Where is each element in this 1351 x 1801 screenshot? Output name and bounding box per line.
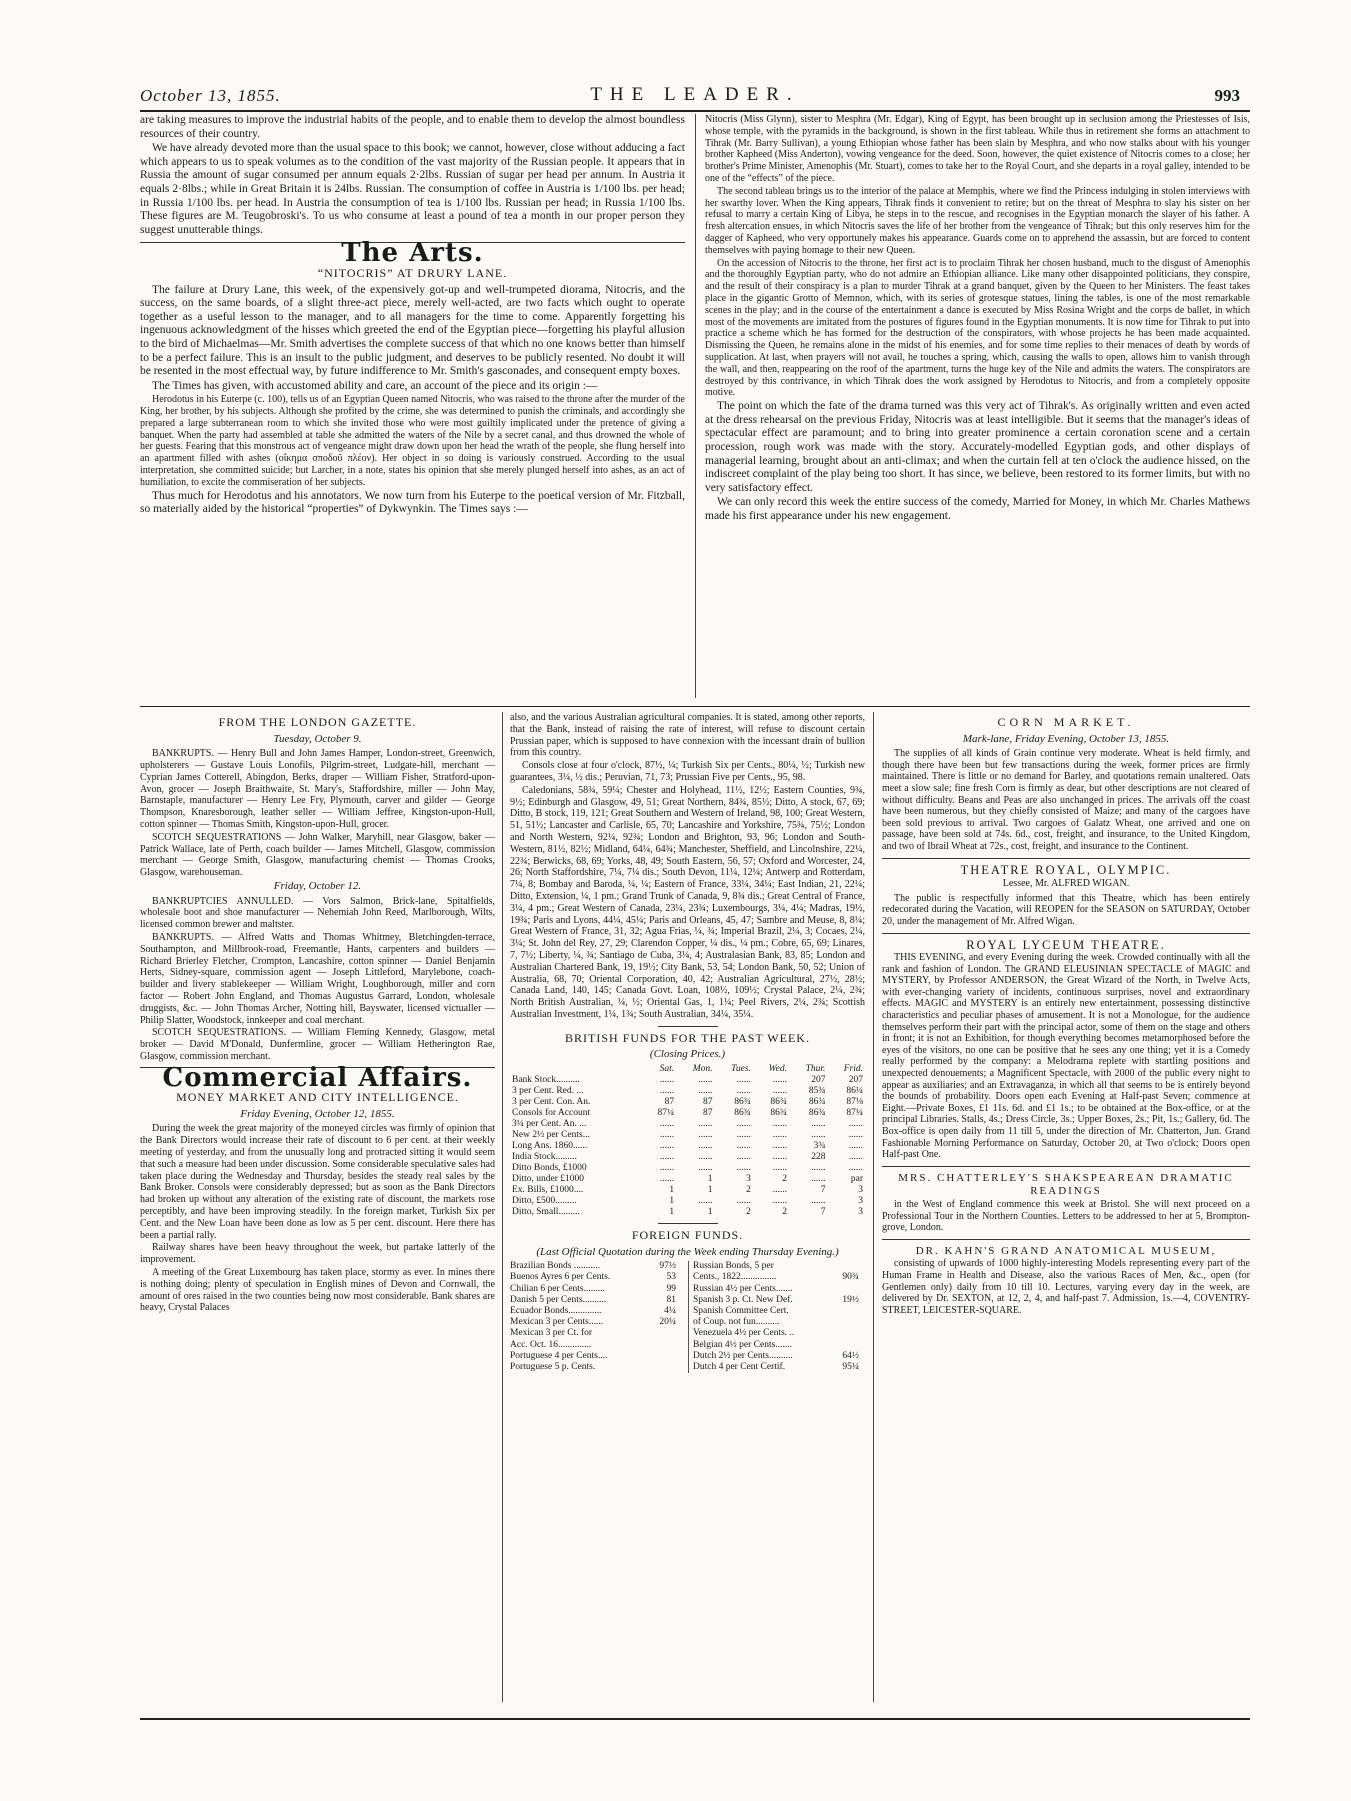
fund-name: Acc. Oct. 16.............. [510,1339,592,1350]
fund-price: ...... [698,1129,713,1140]
table-row [510,1130,865,1141]
fund-name: Belgian 4½ per Cents....... [693,1339,792,1350]
gazette-date: Friday, October 12. [273,879,362,892]
fund-price: 87 [664,1096,675,1107]
fund-price [831,1328,865,1339]
money-market-heading: MONEY MARKET AND CITY INTELLIGENCE. [176,1090,459,1105]
fund-price: ...... [736,1151,751,1162]
corn-market-heading: CORN MARKET. [997,715,1135,729]
paragraph: Consols close at four o'clock, 87½, ¼; Turkish Six per Cents., 80¼, ½; Turkish new guarantees, 3¼, ½ dis.; Peruvian, 71, 73; Prussian Five per Cents., 95, 98. [510,760,865,783]
fund-price: ...... [772,1162,788,1173]
fund-price [831,1306,865,1317]
divider [882,933,1250,934]
list-item [693,1306,865,1317]
fund-price: ...... [698,1162,713,1173]
list-item [693,1351,865,1362]
list-item [510,1295,682,1306]
lyceum-notice: THIS EVENING, and every Evening during the week. Crowded continually with all the rank and fashion of London. The GRAND ELEUSINIAN SPECTACLE of MAGIC and MYSTERY, by Professor ANDERSON, the Great Wizard of the North, in Twelve Acts, with ever-changing variety of incidents, continuous surprises, novel and extraordinary effects. MAGIC and MYSTERY is an entirely new entertainment, possessing distinctive characteristics and peculiar phases of amusement. It is not a Monologue, for the audience themselves perform their part with the principal actor, some of them on the stage and others in front; it is not an Exhibition, for though everything becomes metamorphosed before the eyes of the visitors, no one can be positive that he sees any one thing; yet it is a Comedy really performed by the company: a Melodrama replete with startling positions and unexpected denouements; a Magnificent Spectacle, with 2000 of the public every night to appear as auxiliaries; and an Extravaganza, in which all that seems to be is entirely beyond the bounds of probability. Doors open each Evening at Half-past Seven; commence at Eight.—Private Boxes, £1 11s. 6d. and £1 1s.; to be obtained at the Box-office, or at the principal Libraries. Stalls, 4s.; Dress Circle, 3s.; Upper Boxes, 2s.; Pit, 1s.; Gallery, 6d. The Box-office is open daily from 11 till 5, under the direction of Mr. Chatterton, Jun. Grand Fashionable Morning Performance on Saturday, October 20, at Two o'clock; Doors open Half-past One. [882,952,1250,1161]
foreign-funds-left [510,1261,682,1373]
fund-name: India Stock......... [512,1151,577,1162]
kahn-notice: consisting of upwards of 1000 highly-interesting Models representing every part of the Human Frame in Health and Disease, also the various Races of Men, &c., open (for Gentlemen only) daily from 10 till 10. Lectures, varying every day in the week, are delivered by Dr. SEXTON, at 12, 2, 4, and half-past 7. Admission, 1s.—4, COVENTRY-STREET, LEICESTER-SQUARE. [882,1258,1250,1316]
divider [882,858,1250,859]
list-item [693,1317,865,1328]
fund-price: 1 [669,1184,675,1195]
paragraph: SCOTCH SEQUESTRATIONS — John Walker, Maryhill, near Glasgow, baker — Patrick Wallace, late of Perth, coach builder — James Mitchell, Glasgow, commission merchant — George Smith, Glasgow, manufacturing chemist — Thomas Crooks, Glasgow, warehouseman. [140,831,495,879]
page-number: 993 [1214,86,1240,105]
foreign-funds-sub: (Last Official Quotation during the Week ending Thursday Evening.) [536,1245,839,1258]
fund-price: ...... [736,1140,751,1151]
fund-name: 3 per Cent. Con. An. [512,1096,591,1107]
fund-price [648,1362,682,1373]
table-row [510,1086,865,1097]
fund-price: ...... [772,1118,788,1129]
list-item [693,1328,865,1339]
fund-name: Chilian 6 per Cents......... [510,1283,605,1294]
column-header: Tues. [731,1063,751,1074]
fund-price: ...... [736,1195,751,1206]
table-row [510,1185,865,1196]
fund-price: 2 [746,1206,751,1217]
fund-name: New 2½ per Cents... [512,1129,590,1140]
fund-price: ...... [772,1129,788,1140]
fund-price: 86¾ [770,1096,788,1107]
fund-price: 1 [669,1195,675,1206]
fund-price: 81 [666,1294,676,1305]
masthead-title: THE LEADER. [590,84,800,105]
foreign-funds-table [510,1261,865,1373]
fund-price: 85¾ [808,1085,826,1096]
paragraph: The Times has given, with accustomed ability and care, an account of the piece and its origin :— [152,379,598,392]
footer-rule [140,1718,1250,1720]
fund-name: Spanish 3 p. Ct. New Def. [693,1294,793,1305]
fund-price: 3 [746,1173,751,1184]
fund-name: Danish 5 per Cents.......... [510,1294,607,1305]
fund-price [831,1340,865,1351]
table-row [510,1141,865,1152]
fund-price: ...... [848,1151,863,1162]
fund-price: 95¼ [842,1361,859,1372]
fund-name: Consols for Account [512,1107,591,1118]
fund-name: Ditto, under £1000 [512,1173,585,1184]
paragraph: BANKRUPTCIES ANNULLED. — Vors Salmon, Brick-lane, Spitalfields, wholesale boot and shoe manufacturer — Nehemiah John Reed, Marlborough, Wilts, licensed common brewer and maltster. [140,895,495,931]
fund-price: ...... [698,1074,713,1085]
fund-price [831,1317,865,1328]
fund-name: Brazilian Bonds ........... [510,1261,600,1272]
paragraph: We have already devoted more than the usual space to this book; we cannot, however, close without adducing a fact which appears to us to speak volumes as to the condition of the vast majority of the Russian people. It appears that in Russia the amount of sugar consumed per annum equals 2·2lbs. Russian of sugar per head per annum. In Austria it equals 2·8lbs.; while in Great Britain it is 24lbs. Russian. The consumption of coffee in Austria is 1/100 lbs. per head; in Russia 1/100 lbs. per head. In Austria the consumption of tea is 1/100 lbs. Russian per head; in Russia 1/100 lbs. These figures are M. Teugobroski's. To us who consume at least a pound of tea a month in our proper person they suggest unutterable things. [140,142,685,236]
fund-price: 2 [782,1206,788,1217]
table-row [510,1196,865,1207]
chatterley-title: MRS. CHATTERLEY'S SHAKSPEAREAN DRAMATIC READINGS [898,1171,1234,1198]
fund-price: ...... [772,1085,788,1096]
list-item [510,1284,682,1295]
fund-price: 87 [703,1096,713,1107]
list-item [510,1306,682,1317]
list-item [510,1261,682,1272]
quoted-passage: On the accession of Nitocris to the throne, her first act is to proclaim Tihrak her chosen husband, much to the disgust of Amenophis and the thoroughly Egyptian party, who do not admire an Ethiopian alliance. Like many other disappointed politicians, they conspire, and the result of their conspiracy is a plan to murder Tihrak at a grand banquet, given by the Queen to her Ministers. The feast takes place in the gigantic Grotto of Memnon, which, with its series of grotesque statues, lining the tables, is one of the most remarkable scenes in the play; and in the course of the entertainment a dance is executed by Miss Rosina Wright and the corps de ballet, in which most of the movements are imitated from the postures of figures found in the Egyptian monuments. It is now time for Tihrak to put into practice a scheme which he has formed for the destruction of the conspirators, with whose projects he has been made acquainted. Dismissing the Queen, he remains alone in the midst of his enemies, and for some time replies to their menaces of death by words of supplication. At last, when prayers will not avail, he touches a spring, which, causing the walls to open, allows him to vanish through the wall, and then, reappearing on the roof of the apartment, turns the huge key of the Nile and admits the waters. The conspirators are destroyed by this contrivance, in which Tihrak does the work assigned by Herodotus to Nitocris, and from a completely opposite motive. [705,257,1250,399]
fund-price: ...... [772,1184,788,1195]
fund-name: Ex. Bills, £1000.... [512,1184,584,1195]
bottom-column-2 [510,712,865,1712]
fund-price: ...... [848,1118,863,1129]
fund-price: ...... [811,1129,826,1140]
fund-price: par [850,1173,863,1184]
foreign-funds-heading: FOREIGN FUNDS. [631,1227,744,1242]
fund-price: 97½ [659,1261,676,1272]
fund-price: ...... [811,1118,826,1129]
article-heading: “NITOCRIS” AT DRURY LANE. [317,265,508,280]
fund-name: Ditto, Small......... [512,1206,580,1217]
fund-price: 20¼ [659,1317,676,1328]
table-row [510,1207,865,1218]
fund-price: ...... [772,1140,788,1151]
fund-price: ...... [659,1173,675,1184]
money-market-date: Friday Evening, October 12, 1855. [240,1107,395,1120]
fund-price: 1 [707,1184,713,1195]
fund-price: ...... [848,1140,863,1151]
column-header: Mon. [692,1063,713,1074]
fund-price: 19½ [842,1294,859,1305]
fund-name: Portuguese 4 per Cents.... [510,1350,608,1361]
divider [658,1026,718,1027]
fund-name: Buenos Ayres 6 per Cents. [510,1272,611,1283]
fund-name: of Coup. not fun.......... [693,1317,780,1328]
list-item [510,1272,682,1283]
fund-price: 2 [782,1173,788,1184]
fund-price: ...... [848,1162,863,1173]
fund-price: ...... [698,1140,713,1151]
lyceum-title: ROYAL LYCEUM THEATRE. [966,937,1166,952]
fund-price: ...... [659,1118,675,1129]
olympic-title: THEATRE ROYAL, OLYMPIC. [960,862,1172,877]
fund-name: Cents., 1822............... [693,1272,777,1283]
fund-price [648,1340,682,1351]
table-row [510,1119,865,1130]
fund-price: 53 [666,1272,676,1283]
fund-price: 3 [858,1206,863,1217]
fund-price: 86¾ [734,1096,751,1107]
fund-price: ...... [659,1074,675,1085]
column-header: Sat. [659,1063,675,1074]
fund-name: Russian 4½ per Cents....... [693,1283,793,1294]
divider [658,1223,718,1224]
fund-price: ...... [698,1195,713,1206]
fund-price: 207 [811,1074,826,1085]
fund-name: 3¼ per Cent. An. ... [512,1118,587,1129]
page-header [140,80,1250,110]
bottom-column-3 [882,712,1250,1712]
header-rule [140,110,1250,112]
fund-name: Spanish Committee Cert. [693,1305,789,1316]
table-row [510,1075,865,1086]
paragraph: Railway shares have been heavy throughout the week, but partake latterly of the improvement. [140,1242,495,1266]
list-item [693,1340,865,1351]
fund-price: ...... [736,1118,751,1129]
fund-price: ...... [659,1140,675,1151]
fund-price: 3 [858,1195,863,1206]
column-header: Thur. [805,1063,826,1074]
olympic-notice: The public is respectfully informed that this Theatre, which has been entirely redecorated during the Vacation, will REOPEN for the SEASON on SATURDAY, October 20, under the management of Mr. Alfred Wigan. [882,892,1250,927]
kahn-title: DR. KAHN'S GRAND ANATOMICAL MUSEUM, [915,1244,1217,1257]
fund-price: 90¾ [842,1272,859,1283]
fund-price: 3 [858,1184,863,1195]
column-header: Wed. [768,1063,788,1074]
fund-price: ...... [736,1074,751,1085]
olympic-lessee: Lessee, Mr. ALFRED WIGAN. [1002,878,1130,890]
fund-price [648,1351,682,1362]
fund-price: 7 [820,1184,826,1195]
corn-market-report: The supplies of all kinds of Grain continue very moderate. Wheat is held firmly, and though there have been but few transactions during the week, former prices are firmly maintained. There is little or no demand for Barley, and quotations remain unaltered. Oats meet a slow sale; fine fresh Corn is firmly as dear, but other descriptions are not cleared of without difficulty. Beans and Peas are also unchanged in prices. The arrivals off the coast have been numerous, but they chiefly consisted of Maize; and many of the cargoes have been sold previous to arrival. Two cargoes of Galatz Wheat, one arrived and one on passage, have been sold at 74s. 6d., cost, freight, and insurance, to the United Kingdom, and two of Ibrail Wheat at 72s., cost, freight, and insurance to the Continent. [882,748,1250,852]
fund-price: ...... [811,1195,826,1206]
fund-price: ...... [736,1085,751,1096]
paragraph: SCOTCH SEQUESTRATIONS. — William Fleming Kennedy, Glasgow, metal broker — David M'Donald, Dunfermline, grocer — William Hetherington Rae, Glasgow, commission merchant. [140,1027,495,1062]
fund-price: ...... [659,1162,675,1173]
quoted-passage: Herodotus in his Euterpe (c. 100), tells us of an Egyptian Queen named Nitocris, who was raised to the throne after the murder of the King, her brother, by his subjects. Although she profited by the crime, she was determined to punish the criminals, and accordingly she prepared a large subterranean room to which she invited those who were most guiltily implicated under the pretence of giving a banquet. When the party had assembled at table she admitted the waters of the Nile by a secret canal, and thus drowned the whole of her guests. Fearing that this monstrous act of vengeance might draw down upon her head the wrath of the people, she flung herself into an apartment filled with ashes (οἴκημα σποδοῦ πλέον). Her object in so doing is variously construed. According to the usual interpretation, she committed suicide; but Larcher, in a note, states his opinion that she merely plunged herself into ashes, as an act of humiliation, to excite the commiseration of her subjects. [140,394,685,488]
column-divider [695,114,696,698]
fund-name: Ecuador Bonds.............. [510,1305,602,1316]
fund-price: ...... [659,1129,675,1140]
fund-name: Ditto Bonds, £1000 [512,1162,587,1173]
fund-price: ...... [698,1151,713,1162]
paragraph: A meeting of the Great Luxembourg has taken place, stormy as ever. In mines there is nothing doing; plenty of speculation in English mines of Devon and Cornwall, the amount of ores raised in the two counties being now most considerable. Bank shares are heavy, Crystal Palaces [140,1267,495,1314]
paragraph: Thus much for Herodotus and his annotators. We now turn from his Euterpe to the poetical version of Mr. Fitzball, so materially aided by the historical “properties” of Dykwynkin. The Times says :— [140,489,685,516]
gazette-date: Tuesday, October 9. [273,732,362,745]
fund-price: 3¾ [813,1140,826,1151]
fund-price: 86¼ [846,1085,863,1096]
section-title-arts: The Arts. [341,238,484,269]
fund-price: 207 [848,1074,863,1085]
fund-price [648,1328,682,1339]
fund-name: Mexican 3 per Ct. for [510,1328,593,1339]
column-header: Frid. [843,1063,863,1074]
column-divider [873,712,874,1702]
fund-price: ...... [848,1129,863,1140]
fund-price: 64½ [842,1350,859,1361]
fund-price: 86¾ [734,1107,751,1118]
fund-name: Portuguese 5 p. Cents. [510,1361,596,1372]
table-row [510,1174,865,1185]
divider [882,1166,1250,1167]
fund-price: 1 [669,1206,675,1217]
fund-name: Long Ans. 1860...... [512,1140,588,1151]
fund-price: ...... [772,1195,788,1206]
fund-price: 86¾ [808,1096,826,1107]
fund-name: Mexican 3 per Cents...... [510,1317,604,1328]
column-divider [502,712,503,1702]
list-item [510,1317,682,1328]
list-item [510,1351,682,1362]
fund-name: Bank Stock.......... [512,1074,580,1085]
fund-price: ...... [772,1074,788,1085]
table-row [510,1097,865,1108]
corn-market-date: Mark-lane, Friday Evening, October 13, 1855. [962,732,1170,745]
fund-price [831,1284,865,1295]
list-item [693,1295,865,1306]
fund-price: ...... [811,1162,826,1173]
fund-price: ...... [811,1173,826,1184]
fund-name: Dutch 4 per Cent Certif. [693,1361,786,1372]
fund-price: 4¼ [664,1305,676,1316]
fund-name: Russian Bonds, 5 per [693,1261,774,1272]
fund-price: 7 [820,1206,826,1217]
fund-name: Venezuela 4½ per Cents. .. [693,1328,795,1339]
fund-price: 87¼ [846,1107,863,1118]
top-right-column [705,114,1250,704]
paragraph: We can only record this week the entire success of the comedy, Married for Money, in which Mr. Charles Mathews made his first appearance under his new engagement. [705,496,1250,522]
fund-name: Ditto, £500......... [512,1195,577,1206]
fund-price: ...... [698,1085,713,1096]
paragraph: The point on which the fate of the drama turned was this very act of Tihrak's. As originally written and even acted at the dress rehearsal on the previous Friday, Nitocris was at least intelligible. But it seems that the manager's ideas of spectacular effect are paramount; and to bring into greater prominence a certain coronation scene and a certain procession, rough work was made with the story. Accurately-modelled Egyptian gods, and other displays of managerial learning, brought about an anti-climax; and when the curtain fell at ten o'clock the audience hissed, on the indiscreet complaint of the play being too short. It has since, we believe, been restored to its former limits, but with no very satisfactory effect. [705,400,1250,494]
paragraph: BANKRUPTS. — Alfred Watts and Thomas Whitmey, Bletchingden-terrace, Southampton, and Millbrook-road, Freemantle, Hants, carpenters and builders — Richard Brierley Fletcher, Crompton, Lancashire, cotton spinner — Daniel Benjamin Herts, Sidney-square, commission agent — Joseph Littleford, Marylebone, coach-builder and livery stablekeeper — William Wright, Loughborough, miller and corn factor — Robert John England, and Thomas Augustus Garrard, London, wholesale druggists, &c. — John Thomas Archer, Notting hill, Bayswater, licensed victualler — Philip Slatter, Woodstock, innkeeper and coal merchant. [140,931,495,1026]
issue-date: October 13, 1855. [140,86,281,105]
british-funds-heading: BRITISH FUNDS FOR THE PAST WEEK. [565,1030,810,1045]
paragraph: During the week the great majority of the moneyed circles was firmly of opinion that the Bank Directors would increase their rate of discount to 6 per cent. at their weekly meeting of yesterday, and from the unusually long and protracted sitting it would seem that such a measure had been under discussion. Some considerable speculative sales had taken place during the Wednesday and Thursday, besides the steady real sales by the Bank Broker. Consols were considerably depressed; but as soon as the Bank Directors had broken up without any alteration of the existing rate of discount, the markets rose perceptibly, and have been improving steadily. In the foreign market, Turkish Six per Cent. and the New Loan have been done as low as 5 per cent. discount. Here there has been a partial rally. [140,1123,495,1241]
british-funds-sub: (Closing Prices.) [649,1048,726,1061]
newspaper-page [140,80,1250,1740]
paragraph: also, and the various Australian agricultural companies. It is stated, among other reports, that the Bank, instead of raising the rate of interest, will refuse to discount certain Prussian paper, which is supposed to have connexion with the incessant drain of bullion from this country. [510,712,865,759]
list-item [693,1284,865,1295]
list-item [693,1261,865,1272]
fund-price: ...... [772,1151,788,1162]
quoted-passage: Nitocris (Miss Glynn), sister to Mesphra (Mr. Edgar), King of Egypt, has been brought up in seclusion among the Priestesses of Isis, whose temple, with the pyramids in the background, is shown in the first tableau. While thus in retirement she forms an attachment to Tihrak (Mr. Barry Sullivan), a young Ethiopian whose father has been slain by Mesphra, and who now stalks about with his younger brother Kapheed (Miss Anderton), vowing vengeance for the deed. Soon, however, the quiet existence of Nitocris comes to a close; her brother's Prime Minister, Amenophis (Mr. Stuart), comes to take her to the Royal Court, and she departs in a royal galley, intended to be one of the “effects” of the piece. [705,114,1250,184]
fund-price: 86¾ [770,1107,788,1118]
fund-price: ...... [659,1085,675,1096]
top-left-column [140,114,685,704]
bottom-column-1 [140,712,495,1712]
british-funds-table [510,1064,865,1218]
section-rule [140,706,1250,707]
fund-price: 2 [746,1184,751,1195]
list-item [693,1272,865,1283]
list-item [510,1340,682,1351]
paragraph: Caledonians, 58¾, 59¼; Chester and Holyhead, 11½, 12½; Eastern Counties, 9¾, 9½; Edinburgh and Glasgow, 49, 51; Great Northern, 84¾, 85½; Ditto, A stock, 67, 69; Ditto, B stock, 119, 121; Great Southern and Western of Ireland, 98, 100; Great Western, 51, 51½; Lancaster and Carlisle, 65, 70; Lancashire and Yorkshire, 75¾, 75½; London and North Western, 92¼, 92¾; London and Brighton, 93, 96; London and South-Western, 81½, 82½; Midland, 64¼, 64¾; Manchester, Sheffield, and Lincolnshire, 22¼, 22¾; Berwicks, 68, 69; Yorks, 48, 49; South Eastern, 56, 57; Oxford and Worcester, 24, 26; North Staffordshire, 7¼, 7¼ dis.; South Devon, 11¼, 12¼; Antwerp and Rotterdam, 7¼, 8; Bombay and Baroda, ¼, ¼; Eastern of France, 33¼, 34¼; East Indian, 21, 22¼; Ditto, Extension, ¼, 1 pm.; Grand Trunk of Canada, 9, 8¾ dis.; Great Central of France, 3¼, 4 pm.; Great Western of Canada, 23¼, 23¾; Luxembourgs, 3¼, 4¼; Madras, 19½, 19¾; Paris and Lyons, 44¼, 45¼; Paris and Orleans, 45, 47; Sambre and Meuse, 8, 8¼; Great Western of France, 31, 32; Agua Frias, ¼, ¾; Imperial Brazil, 2¼, 3; Cocaes, 2¼, 3¼; St. John del Rey, 27, 29; Clarendon Copper, ¼ dis., ¼ pm.; Cobre, 65, 69; Linares, 7, 7½; Liberty, ¼, ¾; Santiago de Cuba, 3¼, 4; Australasian Bank, 83, 85; London and Australian Chartered Bank, 19, 19½; City Bank, 53, 54; London Bank, 50, 52; Union of Australia, 68, 70; Oriental Corporation, 40, 42; Australian Agricultural, 27½, 28½; Canada Land, 140, 145; Canada Govt. Loan, 108½, 109½; Crystal Palace, 2¼, 2¾; North British Australian, ¼, ½; Oriental Gas, 1, 1¼; Peel Rivers, 2¼, 2¾; Scottish Australian Investment, 1¼, 1¾; South Australian, 34¼, 35¼. [510,784,865,1020]
table-row [510,1152,865,1163]
fund-price: 87⅛ [846,1096,863,1107]
fund-price: 86¾ [808,1107,826,1118]
fund-name: 3 per Cent. Red. ... [512,1085,584,1096]
fund-price [831,1261,865,1272]
paragraph: The failure at Drury Lane, this week, of the expensively got-up and well-trumpeted diorama, Nitocris, and the success, on the same boards, of a slight three-act piece, merely well-acted, are two facts which ought to operate together as a useful lesson to the manager, and to all managers for the time to come. Apparently forgetting his ingenuous acknowledgment of the hisses which greeted the end of the Egyptian piece—forgetting his playful allusion to the bird of Michaelmas—Mr. Smith advertises the complete success of that which no one knows better than himself to be a perfect failure. This is an insult to the public judgment, and deserves to be publicly resented. No doubt it will be resented in the most effectual way, by future indifference to Mr. Smith's gasconades, and consequent empty boxes. [140,283,685,378]
section-title-commercial: Commercial Affairs. [162,1062,473,1093]
fund-price: ...... [736,1162,751,1173]
fund-name: Dutch 2½ per Cents.......... [693,1350,793,1361]
fund-price: 1 [707,1206,713,1217]
fund-price: 87 [703,1107,713,1118]
table-row [510,1108,865,1119]
table-row [510,1163,865,1174]
chatterley-notice: in the West of England commence this week at Bristol. She will next proceed on a Professional Tour in the Northern Counties. Letters to be addressed to her at 5, Brompton-grove, London. [882,1198,1250,1234]
fund-price: 99 [666,1283,676,1294]
paragraph: are taking measures to improve the industrial habits of the people, and to enable them to develop the almost boundless resources of their country. [140,114,685,140]
fund-price: ...... [659,1151,675,1162]
british-funds-rows [510,1075,865,1218]
quoted-passage: The second tableau brings us to the interior of the palace at Memphis, where we find the Princess indulging in stolen interviews with her swarthy lover. When the King appears, Tihrak finds it convenient to retire; but on the threat of Mesphra to slay his sister on her refusal to marry a certain King of Libya, he steps in to the rescue, and recognises in the Egyptian monarch the slayer of his father. A fresh altercation ensues, in which Nitocris saves the life of her brother from the vengeance of Tihrak; but this only reserves him for the dagger of Kapheed, who very opportunely makes his appearance. Guards come on to apprehend the assassin, but are forced to content themselves with paying homage to their new Queen. [705,185,1250,256]
table-header-row [510,1064,865,1075]
paragraph: BANKRUPTS. — Henry Bull and John James Hamper, London-street, Greenwich, upholsterers — Gustave Louis Lonofils, Pilgrim-street, Ludgate-hill, merchant — Cyprian James Cotterell, Abingdon, Berks, draper — William Fisher, Stratford-upon-Avon, grocer — Joseph Braithwaite, St. Mary's, Staffordshire, miller — John May, Barnstaple, manufacturer — Henry Lee Fry, Plymouth, carver and gilder — George Thompson, Knaresborough, leather seller — William Jeffree, Kingston-upon-Hull, cotton spinner — Thomas Smith, Kingston-upon-Hull, grocer. [140,748,495,830]
fund-price: 228 [811,1151,826,1162]
fund-price: ...... [736,1129,751,1140]
divider [882,1239,1250,1240]
column-header [510,1064,643,1075]
list-item [510,1328,682,1339]
list-item [510,1362,682,1373]
list-item [693,1362,865,1373]
foreign-funds-right [688,1261,865,1373]
fund-price: 87¼ [657,1107,675,1118]
fund-price: ...... [698,1118,713,1129]
gazette-heading: FROM THE LONDON GAZETTE. [218,715,417,729]
fund-price: 1 [707,1173,713,1184]
